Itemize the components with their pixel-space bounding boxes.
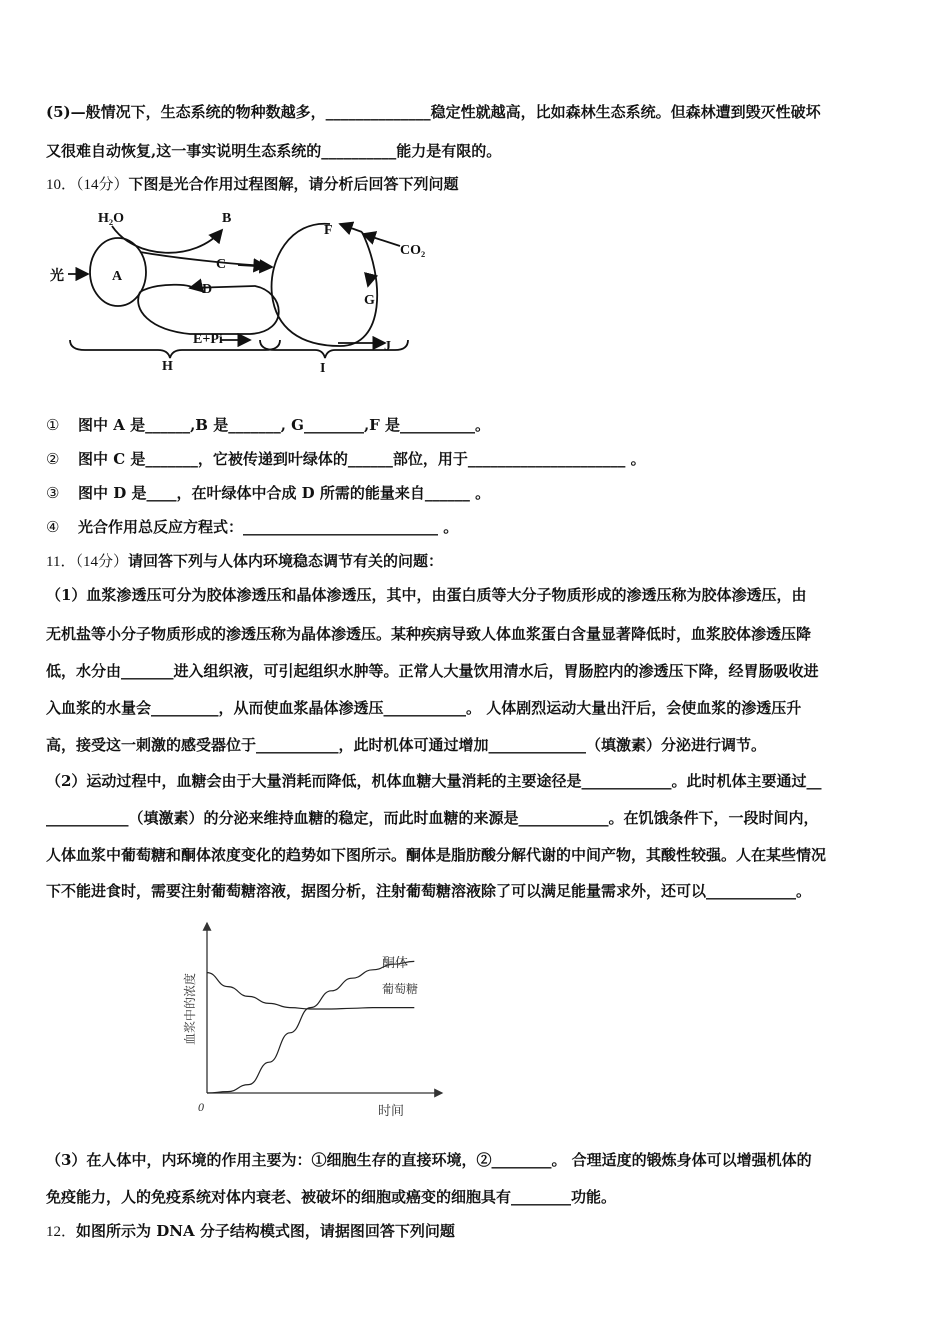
co2-arrow xyxy=(363,234,400,246)
a-to-c-arrow xyxy=(140,252,266,266)
label-d: D xyxy=(202,282,213,297)
q10-item-4 xyxy=(46,517,458,537)
q11-line: 高，接受这一刺激的感受器位于___________，此时机体可通过增加_____________（填激素）分泌进行调节。 xyxy=(46,736,767,754)
q10-prompt: 下图是光合作用过程图解，请分析后回答下列问题 xyxy=(128,175,459,193)
label-light: 光 xyxy=(50,269,64,284)
cycle-top-arrow xyxy=(340,224,362,232)
label-c: C xyxy=(216,257,227,272)
ketone-glucose-chart xyxy=(180,915,450,1125)
y-axis-label: 血浆中的浓度 xyxy=(183,972,197,1045)
q11-line: 人体血浆中葡萄糖和酮体浓度变化的趋势如下图所示。酮体是脂肪酸分解代谢的中间产物，其酸性较强。人在某些情况 xyxy=(46,846,827,864)
origin-label: 0 xyxy=(198,1100,204,1114)
d-loop-arrow xyxy=(140,285,192,292)
item-4-mark: ④ xyxy=(46,518,60,536)
q11-line: 入血浆的水量会_________，从而使血浆晶体渗透压___________。 人体剧烈运动大量出汗后，会使血浆的渗透压升 xyxy=(46,699,802,717)
cycle-g-arrow xyxy=(368,278,370,286)
q10-item-1 xyxy=(46,415,490,435)
q10-item-3 xyxy=(46,483,490,503)
label-co2: CO₂ xyxy=(400,243,426,258)
c-to-cycle-arrow xyxy=(238,265,272,267)
label-a: A xyxy=(112,269,123,284)
item-4-text: 光合作用总反应方程式：__________________________ 。 xyxy=(78,518,459,536)
q11-line: ___________（填激素）的分泌来维持血糖的稳定，而此时血糖的来源是____________。在饥饿条件下，一段时间内， xyxy=(46,809,819,827)
q11-line: 无机盐等小分子物质形成的渗透压称为晶体渗透压。某种疾病导致人体血浆蛋白含量显著降低时，血浆胶体渗透压降 xyxy=(46,625,812,643)
legend-glucose: 葡萄糖 xyxy=(382,982,419,996)
item-1-text: 图中 A 是______,B 是_______, G________,F 是__________。 xyxy=(78,416,491,434)
item-3-text: 图中 D 是____，在叶绿体中合成 D 所需的能量来自______ 。 xyxy=(78,484,491,502)
label-j: J xyxy=(384,339,391,354)
q11-line: （2）运动过程中，血糖会由于大量消耗而降低，机体血糖大量消耗的主要途径是____________。此时机体主要通过__ xyxy=(46,772,822,790)
q11-part3-line2: 免疫能力，人的免疫系统对体内衰老、被破坏的细胞或癌变的细胞具有________功能。 xyxy=(46,1188,617,1206)
legend-ketone: 酮体 xyxy=(382,955,409,970)
q11-line: 下不能进食时，需要注射葡萄糖溶液，据图分析，注射葡萄糖溶液除了可以满足能量需求外，还可以____________。 xyxy=(46,882,812,900)
q10-item-2 xyxy=(46,449,646,469)
x-axis-label: 时间 xyxy=(378,1103,405,1118)
q11-part3-line1: （3）在人体中，内环境的作用主要为：①细胞生存的直接环境，②________。 合理适度的锻炼身体可以增强机体的 xyxy=(46,1151,812,1169)
item-1-mark: ① xyxy=(46,416,60,434)
q11-line: 低，水分由_______进入组织液，可引起组织水肿等。正常人大量饮用清水后，胃肠腔内的渗透压下降，经胃肠吸收进 xyxy=(46,662,819,680)
label-i: I xyxy=(320,361,326,376)
label-epi: E+Pi xyxy=(193,332,223,347)
q11-prompt: 请回答下列与人体内环境稳态调节有关的问题： xyxy=(127,552,443,570)
q10-header xyxy=(46,174,910,195)
h-brace xyxy=(70,340,280,358)
q9-part5-line2: 又很难自动恢复,这一事实说明生态系统的__________能力是有限的。 xyxy=(46,142,502,160)
q12-prompt: 如图所示为 DNA 分子结构模式图，请据图回答下列问题 xyxy=(76,1222,455,1240)
q12-header xyxy=(46,1221,910,1242)
item-3-mark: ③ xyxy=(46,484,60,502)
q10-number: 10．（14分） xyxy=(46,177,129,193)
q11-number: 11．（14分） xyxy=(46,554,128,570)
item-2-mark: ② xyxy=(46,450,60,468)
q11-line: （1）血浆渗透压可分为胶体渗透压和晶体渗透压，其中，由蛋白质等大分子物质形成的渗透压称为胶体渗透压，由 xyxy=(46,586,807,604)
calvin-cycle xyxy=(272,224,378,346)
label-h2o: H₂O xyxy=(98,211,124,226)
item-2-text: 图中 C 是_______，它被传递到叶绿体的______部位，用于_____________________ 。 xyxy=(78,450,646,468)
label-h: H xyxy=(162,359,173,374)
q11-header xyxy=(46,551,910,572)
label-f: F xyxy=(324,223,333,238)
q9-part5-line1: (5)—般情况下，生态系统的物种数越多，______________稳定性就越高，比如森林生态系统。但森林遭到毁灭性破坏 xyxy=(46,103,821,121)
label-g: G xyxy=(364,293,375,308)
q12-number: 12． xyxy=(46,1224,77,1240)
photosynthesis-diagram xyxy=(40,200,426,380)
label-b: B xyxy=(222,211,232,226)
